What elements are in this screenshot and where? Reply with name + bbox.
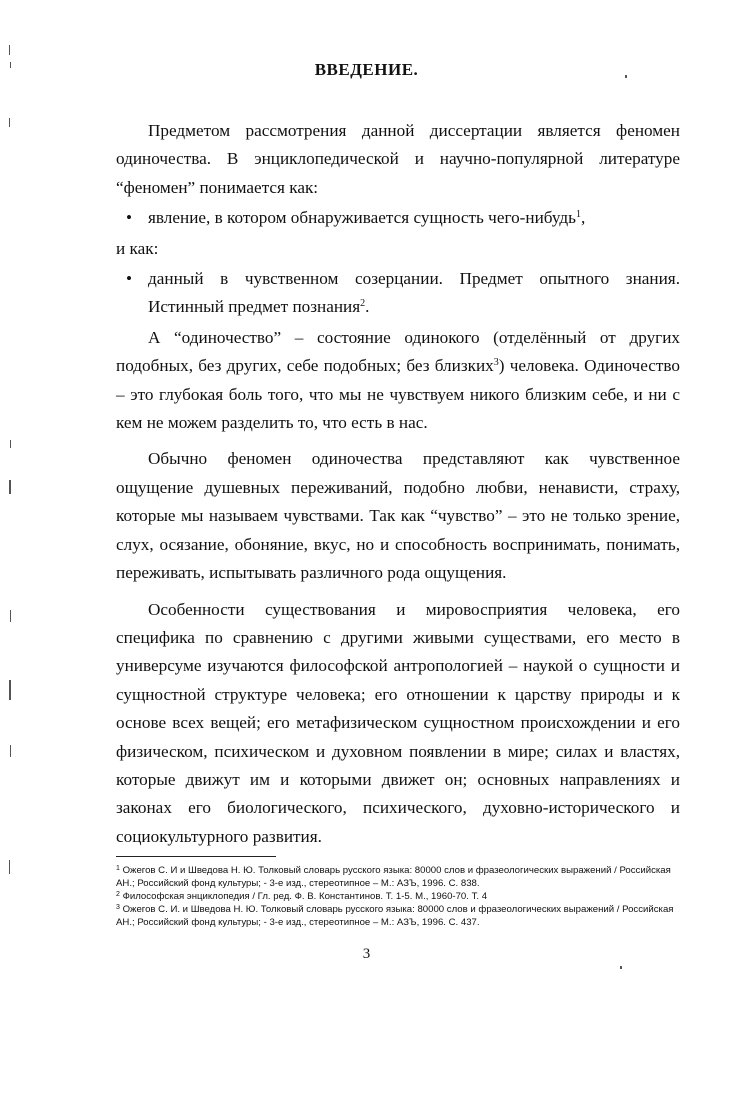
bullet-glyph: • bbox=[126, 269, 133, 289]
scan-speck bbox=[9, 680, 11, 700]
footnote-1 bbox=[116, 864, 680, 890]
bullet-glyph: • bbox=[126, 208, 133, 228]
footnote-ref-1: 1 bbox=[575, 209, 581, 221]
paragraph-2-start: А “одиночество” – состояние одинокого (отделённый от других подобных, без других, себе подобных; без близких bbox=[116, 327, 680, 376]
footnote-3-number: 3 bbox=[116, 904, 120, 911]
bullet-item-2 bbox=[116, 265, 680, 322]
paragraph-2 bbox=[116, 324, 680, 438]
footnote-2-number: 2 bbox=[116, 891, 120, 898]
main-text bbox=[116, 117, 680, 851]
scan-speck bbox=[10, 440, 11, 448]
paragraph-2-end: ) человека. Одиночество – это глубокая боль того, что мы не чувствуем никого близким себе, и ни с кем не можем разделить то, что есть в нас. bbox=[116, 356, 680, 433]
paragraph-4: Особенности существования и мировосприятия человека, его специфика по сравнению с другими живыми существами, его место в универсуме изучаются философской антропологией – наукой о сущности и сущностной структуре человека; его отношении к царству природы и к основе всех вещей; его метафизическом сущностном происхождении и его физическом, психическом и духовном появлении в мире; силах и властях, которые движут им и которыми движет он; основных направлениях и законах его биологического, психического, духовно-исторического и социокультурного развития. bbox=[116, 599, 680, 846]
footnotes bbox=[116, 864, 680, 929]
bullet-item-2-end: . bbox=[365, 297, 370, 317]
footnote-1-text: Ожегов С. И и Шведова Н. Ю. Толковый словарь русского языка: 80000 слов и фразеологических выражений / Российская АН.; Российский фонд культуры; - 3-е изд., стереотипное – М.: АЗЪ, 1996. С. 838. bbox=[116, 865, 671, 889]
footnote-3 bbox=[116, 903, 680, 929]
scan-speck bbox=[620, 966, 622, 969]
scan-speck bbox=[10, 62, 11, 68]
bullet-item-2-text: данный в чувственном созерцании. Предмет опытного знания. Истинный предмет познания bbox=[148, 269, 680, 317]
scan-speck bbox=[9, 45, 10, 55]
paragraph-3: Обычно феномен одиночества представляют как чувственное ощущение душевных переживаний, подобно любви, ненависти, страху, которые мы называем чувствами. Так как “чувство” – это не только зрение, слух, осязание, обоняние, вкус, но и способность воспринимать, понимать, переживать, испытывать различного рода ощущения. bbox=[116, 449, 680, 583]
scan-speck bbox=[625, 75, 627, 78]
bullet-item-1-text: явление, в котором обнаруживается сущность чего-нибудь bbox=[148, 208, 576, 228]
footnote-separator bbox=[116, 856, 276, 857]
scan-speck bbox=[9, 118, 10, 127]
footnote-2 bbox=[116, 890, 680, 903]
bullet-item-1-end: , bbox=[580, 208, 586, 228]
scan-speck bbox=[9, 860, 10, 874]
page-number: 3 bbox=[362, 946, 371, 962]
scan-speck bbox=[10, 745, 11, 757]
scan-speck bbox=[10, 610, 11, 622]
scan-speck bbox=[9, 480, 11, 494]
footnote-ref-2: 2 bbox=[360, 298, 366, 310]
footnote-3-text: Ожегов С. И. и Шведова Н. Ю. Толковый словарь русского языка: 80000 слов и фразеологических выражений / Российская АН.; Российский фонд культуры; - 3-е изд., стереотипное – М.: АЗЪ, 1996. С. 437. bbox=[116, 904, 674, 928]
page-title: ВВЕДЕНИЕ. bbox=[314, 60, 419, 79]
footnote-ref-3: 3 bbox=[493, 357, 499, 369]
and-as-text: и как: bbox=[116, 238, 159, 258]
footnote-1-number: 1 bbox=[116, 865, 120, 872]
bullet-item-1 bbox=[116, 204, 680, 232]
footnote-2-text: Философская энциклопедия / Гл. ред. Ф. В. Константинов. Т. 1-5. М., 1960-70. Т. 4 bbox=[122, 891, 488, 902]
paragraph-1: Предметом рассмотрения данной диссертации является феномен одиночества. В энциклопедической и научно-популярной литературе “феномен” понимается как: bbox=[116, 121, 680, 197]
